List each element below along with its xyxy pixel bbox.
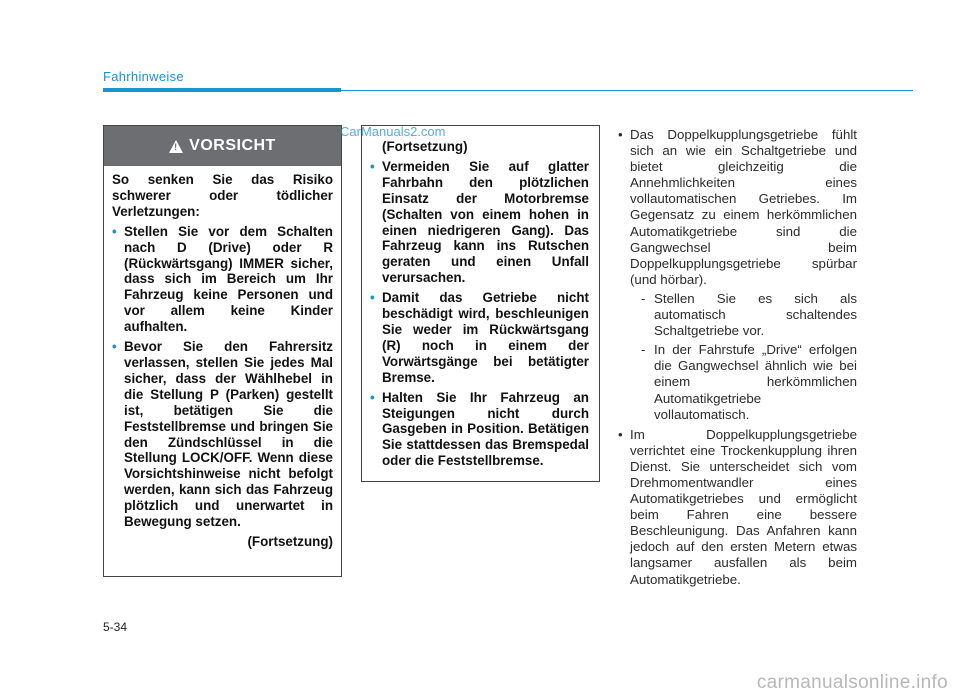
footer-watermark: carmanualsonline.info [756,672,948,693]
sub-item: - Stellen Sie es sich als automatisch schaltendes Schaltgetriebe vor. [641,290,857,339]
continuation-bullet: • Damit das Getriebe nicht beschädigt wird, beschleunigen Sie weder im Rückwärtsgang (R) noch in einem der Vorwärtsgänge bei betätigter Bremse. [370,290,589,385]
caution-label: VORSICHT [189,137,276,154]
caution-content [112,172,333,550]
continuation-content [370,139,589,473]
continuation-bullet: • Vermeiden Sie auf glatter Fahrbahn den plötzlichen Einsatz der Motorbremse (Schalten von einem hohen in einen niedrigeren Gang). Das Fahrzeug kann ins Rutschen geraten und einen Unfall verursachen. [370,159,589,286]
caution-header [104,126,341,166]
caution-box [103,125,342,577]
caution-bullet: • Stellen Sie vor dem Schalten nach D (Drive) oder R (Rückwärtsgang) IMMER sicher, dass sich im Bereich um Ihr Fahrzeug keine Personen und vor allem keine Kinder aufhalten. [112,224,333,335]
right-bullet [615,127,857,423]
section-title: Fahrhinweise [103,69,184,84]
page-number: 5-34 [103,620,128,634]
continuation-bullet: • Halten Sie Ihr Fahrzeug an Steigungen nicht durch Gasgeben in Position. Betätigen Sie stattdessen das Bremspedal oder die Feststellbremse. [370,390,589,470]
warning-triangle-icon [169,140,183,153]
continued-label: (Fortsetzung) [247,533,333,549]
header-rule-thick [103,88,341,92]
header-rule-thin [341,90,913,91]
caution-bullet: • Bevor Sie den Fahrersitz verlassen, stellen Sie jedes Mal sicher, dass der Wählhebel in die Stellung P (Parken) gestellt ist, betätigen Sie die Feststellbremse und bringen Sie den Zündschlüssel in die Stellung LOCK/OFF. Wenn diese Vorsichtshinweise nicht befolgt werden, kann sich das Fahrzeug plötzlich und unerwartet in Bewegung setzen. [112,339,333,530]
continuation-bullet-list [370,159,589,469]
sub-item-text: Stellen Sie es sich als automatisch schaltendes Schaltgetriebe vor. [654,290,857,339]
sub-item-text: In der Fahrstufe „Drive“ erfolgen die Gangwechsel ähnlich wie bei einem herkömmlichen Automatikgetriebe vollautomatisch. [654,342,857,422]
caution-intro: So senken Sie das Risiko schwerer oder tödlicher Verletzungen: [112,172,333,219]
watermark: CarManuals2.com [340,124,446,139]
continuation-box [361,125,600,482]
caution-bullet-list [112,224,333,530]
right-bullet-text: Im Doppelkupplungsgetriebe verrichtet eine Trockenkupplung ihren Dienst. Sie unterscheidet sich vom Drehmomentwandler eines Automatikgetriebes und ermöglicht beim Fahren eine bessere Beschleunigung. Das Anfahren kann jedoch auf den ersten Metern etwas langsamer ausfallen als beim Automatikgetriebe. [630,426,857,587]
right-bullet-text: Das Doppelkupplungsgetriebe fühlt sich an wie ein Schaltgetriebe und bietet gleichzeitig die Annehmlichkeiten eines vollautomatischen Getriebes. Im Gegensatz zu einem herkömmlichen Automatikgetriebe sind die Gangwechsel beim Doppelkupplungsgetriebe spürbar (und hörbar). [630,127,857,287]
sub-item: - In der Fahrstufe „Drive“ erfolgen die Gangwechsel ähnlich wie bei einem herkömmlichen Automatikgetriebe vollautomatisch. [641,342,857,422]
right-bullet [615,427,857,588]
right-bullet-list [615,127,857,588]
continuation-heading: (Fortsetzung) [382,139,468,154]
right-column [615,127,857,592]
